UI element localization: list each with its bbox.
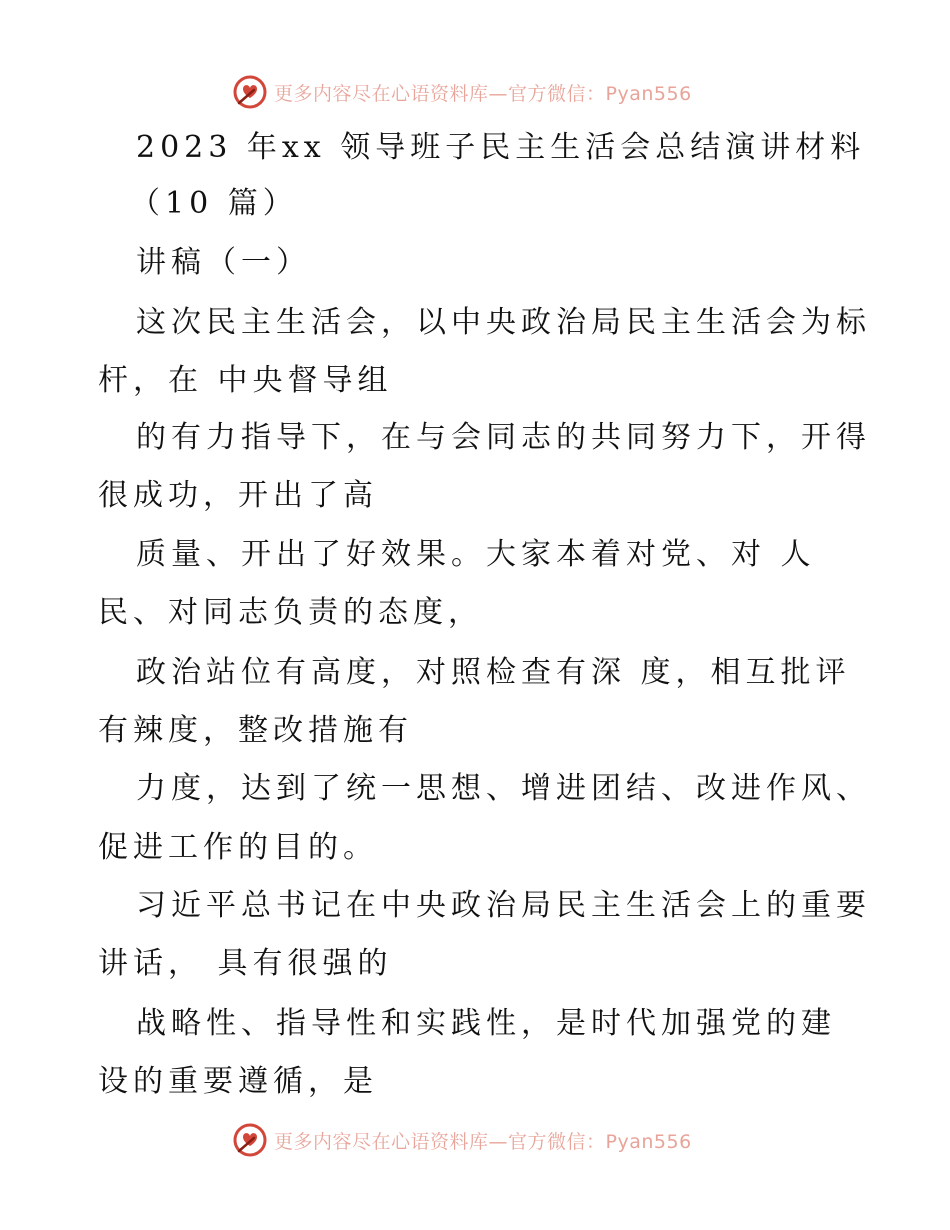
paragraph-line: 杆，在 中央督导组 (98, 363, 393, 398)
paragraph-line: 设的重要遵循，是 (98, 1064, 378, 1099)
paragraph-line: 的有力指导下，在与会同志的共同努力下，开得 (136, 420, 871, 455)
paragraph-line: 质量、开出了好效果。大家本着对党、对 人 (136, 537, 816, 572)
paragraph-line: 力度，达到了统一思想、增进团结、改进作风、 (136, 771, 871, 806)
paragraph-line: 促进工作的目的。 (98, 830, 378, 865)
heart-pen-logo-icon (232, 74, 268, 110)
footer-watermark-banner (232, 1120, 692, 1160)
paragraph-line: 民、对同志负责的态度， (98, 595, 483, 630)
paragraph-line: 很成功，开出了高 (98, 478, 378, 513)
section-heading: 讲稿（一） (136, 245, 311, 280)
document-title-line-1: 2023 年xx 领导班子民主生活会总结演讲材料 (136, 130, 866, 165)
banner-text: 更多内容尽在心语资料库—官方微信：Pyan556 (274, 1130, 692, 1153)
header-watermark-banner (232, 72, 692, 112)
paragraph-line: 这次民主生活会，以中央政治局民主生活会为标 (136, 305, 871, 340)
paragraph-line: 讲话， 具有很强的 (98, 946, 393, 981)
paragraph-line: 政治站位有高度，对照检查有深 度，相互批评 (136, 655, 851, 690)
paragraph-line: 习近平总书记在中央政治局民主生活会上的重要 (136, 888, 871, 923)
banner-text: 更多内容尽在心语资料库—官方微信：Pyan556 (274, 82, 692, 105)
paragraph-line: 有辣度，整改措施有 (98, 713, 413, 748)
heart-pen-logo-icon (232, 1122, 268, 1158)
document-title-line-2: （10 篇） (130, 186, 298, 221)
paragraph-line: 战略性、指导性和实践性，是时代加强党的建 (136, 1006, 836, 1041)
